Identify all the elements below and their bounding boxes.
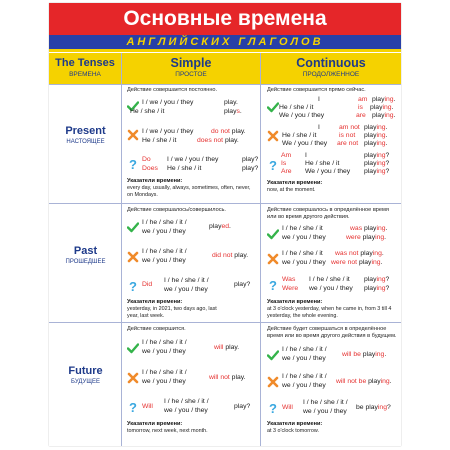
header-tenses-en: The Tenses	[55, 57, 115, 69]
cross-icon	[127, 129, 139, 141]
question-icon	[127, 280, 139, 292]
time-markers-title: Указатели времени:	[267, 180, 323, 186]
aux-word: am	[358, 96, 368, 103]
verb: be playing?	[356, 404, 391, 411]
pronoun: He / she / it	[167, 165, 202, 172]
time-markers: yesterday, in 2021, two days ago, last year, last week.	[127, 306, 217, 319]
pronoun: we / you / they	[142, 348, 186, 355]
poster-title: Основные времена	[123, 7, 327, 30]
aux-word: am not	[339, 124, 360, 131]
time-markers-title: Указатели времени:	[267, 299, 323, 305]
pronoun: We / you / they	[305, 168, 351, 175]
aux-word: Do	[142, 156, 151, 163]
question-icon	[267, 159, 279, 171]
grid-divider	[49, 322, 401, 323]
aux-word: Was	[282, 276, 296, 283]
present-simple-desc: Действие совершается постоянно.	[127, 87, 218, 93]
pronoun: I / he / she / it /	[142, 219, 187, 226]
pronoun: I / he / she / it /	[164, 277, 209, 284]
verb: playing.	[370, 104, 394, 111]
time-markers: tomorrow, next week, next month.	[127, 428, 208, 434]
check-icon	[267, 228, 279, 240]
row-future	[49, 365, 122, 386]
aux-word: Are	[281, 168, 292, 175]
pronoun: I / he / she / it /	[142, 248, 187, 255]
pronoun: We / you / they	[279, 112, 325, 119]
verb: does not play.	[197, 137, 239, 144]
question-icon	[267, 402, 279, 414]
pronoun: we / you / they	[164, 286, 208, 293]
pronoun: I / we / you / they	[142, 99, 194, 106]
verb: play?	[234, 281, 251, 288]
future-simple-desc: Действие совершится.	[127, 326, 186, 332]
cross-icon	[267, 130, 279, 142]
check-icon	[267, 349, 279, 361]
past-cont-desc: Действие совершалось в определённое время или во время другого действия.	[267, 207, 389, 220]
verb: playing?	[364, 160, 390, 167]
aux-word: Does	[142, 165, 158, 172]
pronoun: we / you / they	[282, 234, 326, 241]
verb: will play.	[214, 344, 240, 351]
time-markers: now, at the moment.	[267, 187, 316, 193]
pronoun: we / you / they	[142, 228, 186, 235]
question-icon	[127, 401, 139, 413]
header-tenses-ru: ВРЕМЕНА	[69, 71, 101, 78]
check-icon	[127, 221, 139, 233]
time-markers: at 3 o'clock yesterday, when he came in, from 3 till 4 yesterday, the whole evening.	[267, 306, 392, 319]
pronoun: I / he / she / it /	[282, 346, 327, 353]
pronoun: we / you / they	[303, 408, 347, 415]
verb: play.	[224, 99, 238, 106]
pronoun: we / you / they	[142, 257, 186, 264]
verb: playing.	[364, 124, 388, 131]
aux-word: Will	[142, 403, 153, 410]
tenses-poster	[49, 3, 401, 446]
pronoun: we / you / they	[282, 355, 326, 362]
future-cont-desc: Действие будет совершаться в определённое время или во время другого действия в будущем.	[267, 326, 397, 339]
aux-word: Am	[281, 152, 292, 159]
header-simple	[122, 53, 260, 84]
poster-subtitle: АНГЛИЙСКИХ ГЛАГОЛОВ	[126, 36, 324, 48]
past-label-ru: ПРОШЕДШЕЕ	[65, 259, 106, 265]
row-past	[49, 245, 122, 266]
time-markers: every day, usually, always, sometimes, often, never, on Mondays.	[127, 185, 251, 198]
pronoun: I	[318, 96, 320, 103]
pronoun: We / you / they	[282, 140, 328, 147]
pronoun: I / he / she / it	[282, 250, 323, 257]
aux-word: is	[358, 104, 363, 111]
question-icon	[267, 279, 279, 291]
row-present	[49, 125, 122, 146]
pronoun: I	[305, 152, 307, 159]
time-markers-title: Указатели времени:	[127, 178, 183, 184]
pronoun: I / he / she / it /	[142, 339, 187, 346]
header-simple-en: Simple	[170, 56, 212, 70]
present-label-ru: НАСТОЯЩЕЕ	[66, 139, 105, 145]
verb: plays.	[224, 108, 242, 115]
verb: did not play.	[212, 252, 249, 259]
aux-word: are not	[337, 140, 359, 147]
pronoun: I / he / she / it /	[282, 373, 327, 380]
grid-divider	[49, 203, 401, 204]
question-icon	[127, 158, 139, 170]
pronoun: I / he / she / it /	[164, 398, 209, 405]
pronoun: I / he / she / it	[282, 225, 323, 232]
cross-icon	[127, 372, 139, 384]
aux-word: Were	[282, 285, 299, 292]
pronoun: He / she / it	[305, 160, 340, 167]
grid-divider	[260, 53, 261, 446]
verb: were not playing.	[331, 259, 383, 266]
verb: will not be playing.	[336, 378, 392, 385]
verb: will be playing.	[342, 351, 387, 358]
verb: was not playing.	[335, 250, 384, 257]
pronoun: we / you / they	[282, 382, 326, 389]
header-continuous	[261, 53, 401, 84]
present-cont-desc: Действие совершается прямо сейчас.	[267, 87, 366, 93]
pronoun: I / he / she / it /	[142, 369, 187, 376]
pronoun: we / you / they	[282, 259, 326, 266]
pronoun: He / she / it	[142, 137, 177, 144]
grid-divider	[49, 84, 401, 85]
check-icon	[127, 342, 139, 354]
verb: playing?	[364, 152, 390, 159]
time-markers: at 3 o'clock tomorrow.	[267, 428, 319, 434]
future-label-en: Future	[68, 365, 103, 377]
verb: do not play.	[211, 128, 246, 135]
verb: playing?	[364, 276, 390, 283]
time-markers-title: Указатели времени:	[127, 299, 183, 305]
pronoun: I	[318, 124, 320, 131]
present-label-en: Present	[65, 125, 106, 137]
aux-word: Will	[282, 404, 293, 411]
pronoun: I / he / she / it /	[303, 399, 348, 406]
time-markers-title: Указатели времени:	[127, 421, 183, 427]
verb: playing.	[372, 96, 396, 103]
header-simple-ru: ПРОСТОЕ	[175, 71, 207, 78]
header-tenses	[49, 53, 121, 84]
cross-icon	[127, 251, 139, 263]
aux-word: is not	[339, 132, 356, 139]
verb: playing?	[364, 168, 390, 175]
past-simple-desc: Действие совершалось/совершилось.	[127, 207, 226, 213]
verb: play?	[242, 156, 259, 163]
pronoun: I / he / she / it	[309, 276, 350, 283]
time-markers-title: Указатели времени:	[267, 421, 323, 427]
verb: playing?	[364, 285, 390, 292]
verb: will not play.	[209, 374, 246, 381]
verb: played.	[209, 223, 231, 230]
verb: play?	[242, 165, 259, 172]
verb: were playing.	[346, 234, 387, 241]
pronoun: I / we / you / they	[167, 156, 219, 163]
pronoun: He / she / it	[279, 104, 314, 111]
verb: playing.	[364, 132, 388, 139]
past-label-en: Past	[73, 245, 98, 257]
header-continuous-ru: ПРОДОЛЖЕННОЕ	[302, 71, 360, 78]
cross-icon	[267, 253, 279, 265]
aux-word: are	[356, 112, 366, 119]
cross-icon	[267, 376, 279, 388]
verb: playing.	[364, 140, 388, 147]
verb: was playing.	[350, 225, 388, 232]
header-continuous-en: Continuous	[296, 56, 366, 70]
pronoun: I / we / you / they	[142, 128, 194, 135]
pronoun: we / you / they	[142, 378, 186, 385]
pronoun: we / you / they	[309, 285, 353, 292]
pronoun: we / you / they	[164, 407, 208, 414]
check-icon	[267, 101, 279, 113]
verb: playing.	[372, 112, 396, 119]
pronoun: He / she / it	[130, 108, 165, 115]
future-label-ru: БУДУЩЕЕ	[71, 379, 100, 385]
pronoun: He / she / it	[282, 132, 317, 139]
aux-word: Did	[142, 281, 153, 288]
verb: play?	[234, 403, 251, 410]
aux-word: Is	[281, 160, 287, 167]
